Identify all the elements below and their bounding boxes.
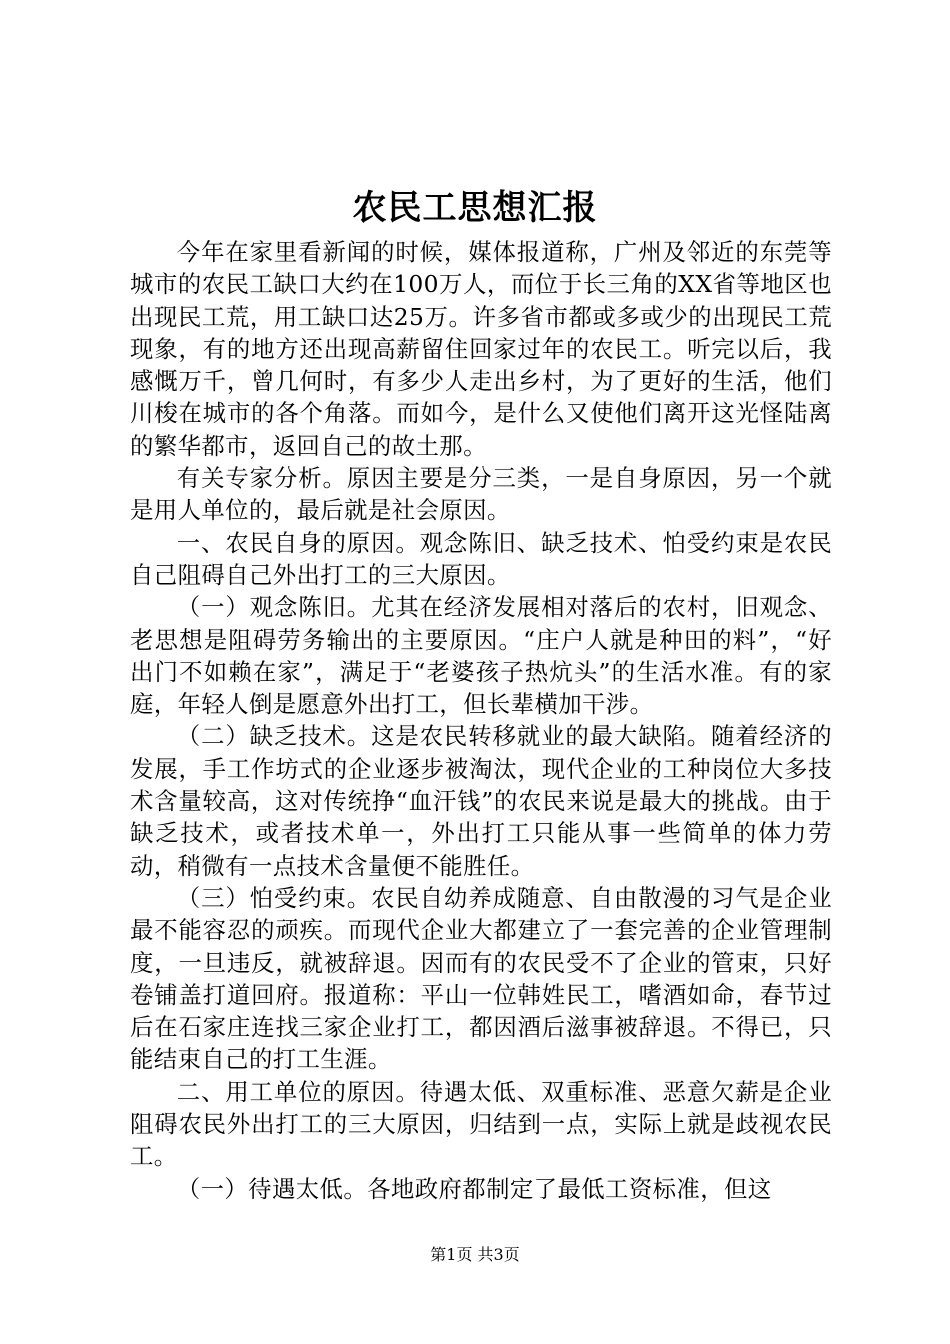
paragraph: 今年在家里看新闻的时候，媒体报道称，广州及邻近的东莞等城市的农民工缺口大约在100万人，而位于长三角的XX省等地区也出现民工荒，用工缺口达25万。许多省市都或多或少的出现民工荒现象，有的地方还出现高薪留住回家过年的农民工。听完以后，我感慨万千，曾几何时，有多少人走出乡村，为了更好的生活，他们川梭在城市的各个角落。而如今，是什么又使他们离开这光怪陆离的繁华都市，返回自己的故土那。	[130, 238, 832, 460]
paragraph: 一、农民自身的原因。观念陈旧、缺乏技术、怕受约束是农民自己阻碍自己外出打工的三大原因。	[130, 528, 832, 589]
document-title: 农民工思想汇报	[352, 188, 598, 228]
page-number-footer: 第1页 共3页	[430, 1245, 520, 1264]
document-body	[130, 236, 832, 1205]
paragraph: 二、用工单位的原因。待遇太低、双重标准、恶意欠薪是企业阻碍农民外出打工的三大原因，归结到一点，实际上就是歧视农民工。	[130, 1077, 832, 1171]
paragraph: （一）观念陈旧。尤其在经济发展相对落后的农村，旧观念、老思想是阻碍劳务输出的主要原因。“庄户人就是种田的料”，“好出门不如赖在家”，满足于“老婆孩子热炕头”的生活水准。有的家庭，年轻人倒是愿意外出打工，但长辈横加干涉。	[130, 593, 832, 719]
paragraph: 有关专家分析。原因主要是分三类，一是自身原因，另一个就是用人单位的，最后就是社会原因。	[130, 464, 832, 525]
paragraph: （二）缺乏技术。这是农民转移就业的最大缺陷。随着经济的发展，手工作坊式的企业逐步被淘汰，现代企业的工种岗位大多技术含量较高，这对传统挣“血汗钱”的农民来说是最大的挑战。由于缺乏技术，或者技术单一，外出打工只能从事一些简单的体力劳动，稍微有一点技术含量便不能胜任。	[130, 722, 832, 880]
paragraph: （一）待遇太低。各地政府都制定了最低工资标准，但这	[176, 1174, 772, 1203]
paragraph: （三）怕受约束。农民自幼养成随意、自由散漫的习气是企业最不能容忍的顽疾。而现代企业大都建立了一套完善的企业管理制度，一旦违反，就被辞退。因而有的农民受不了企业的管束，只好卷铺盖打道回府。报道称：平山一位韩姓民工，嗜酒如命，春节过后在石家庄连找三家企业打工，都因酒后滋事被辞退。不得已，只能结束自己的打工生涯。	[130, 883, 832, 1074]
